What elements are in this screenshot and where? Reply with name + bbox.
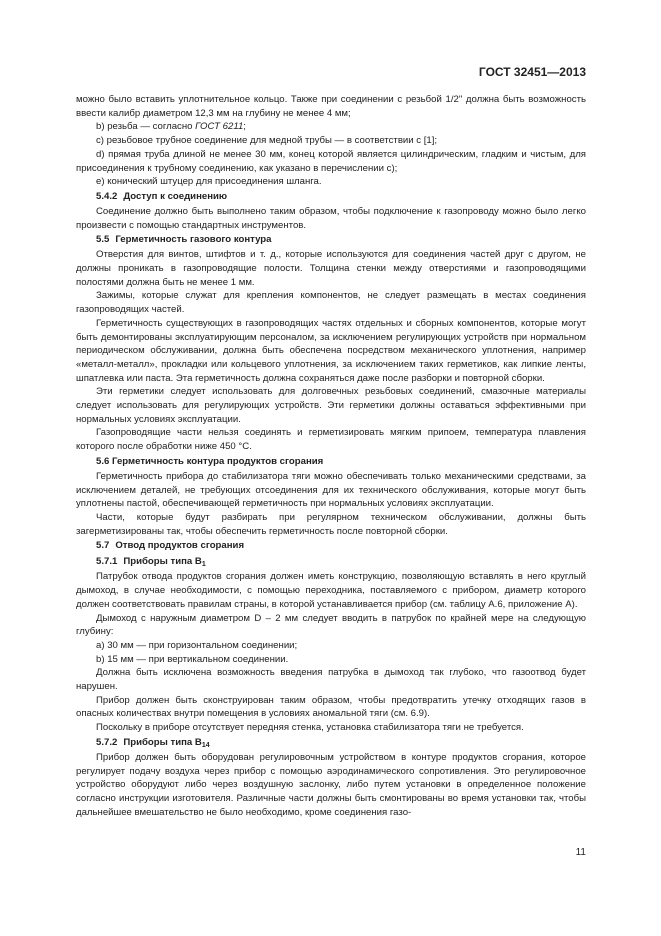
section-title: Отвод продуктов сгорания bbox=[115, 540, 245, 552]
list-item: c) резьбовое трубное соединение для медной трубы — в соответствии с [1]; bbox=[96, 135, 438, 147]
section-title: 5.6 Герметичность контура продуктов сгорания bbox=[96, 455, 324, 467]
section-title: Герметичность газового контура bbox=[115, 234, 272, 246]
list-item bbox=[76, 120, 586, 134]
paragraph: Зажимы, которые служат для крепления компонентов, не следует размещать в местах соединения газопроводящих частей. bbox=[76, 290, 586, 316]
paragraph: Эти герметики следует использовать для долговечных резьбовых соединений, смазочные материалы следует использовать для регулирующих устройств. Эти герметики должны оставаться эффективными при нормальных условиях эксплуатации. bbox=[76, 386, 586, 425]
paragraph: Герметичность существующих в газопроводящих частях отдельных и сборных компонентов, которые могут быть демонтированы эксплуатирующим персоналом, за исключением регулирующих устройств при нормальном периодическом обслуживании, должна быть обеспечена посредством механического уплотнения, например «металл-металл», прокладки или кольцевого уплотнения, за исключением таких герметиков, как липкие ленты, шпатлевка или паста. Эта герметичность должна сохраняться даже после разборки и повторной сборки. bbox=[76, 317, 586, 384]
section-number: 5.7.1 bbox=[96, 556, 118, 568]
standard-designation: ГОСТ 32451—2013 bbox=[478, 65, 586, 79]
section-title: Доступ к соединению bbox=[123, 190, 228, 202]
section-number: 5.5 bbox=[96, 234, 110, 246]
list-item: d) прямая труба длиной не менее 30 мм, конец которой является цилиндрическим, гладким и чистым, для присоединения к трубному соединению, как указано в перечислении c); bbox=[76, 148, 586, 174]
subsection-heading bbox=[76, 735, 586, 751]
section-number: 5.7 bbox=[96, 540, 110, 552]
paragraph: Герметичность прибора до стабилизатора тяги можно обеспечивать только механическими средствами, за исключением деталей, не требующих отсоединения для их технического обслуживания, которые могут быть уплотнены пастой, обеспечивающей герметичность при нормальных условиях эксплуатации. bbox=[76, 470, 586, 510]
paragraph: Должна быть исключена возможность введения патрубка в дымоход так глубоко, что газоотвод будет нарушен. bbox=[76, 667, 586, 693]
paragraph: Патрубок отвода продуктов сгорания должен иметь конструкцию, позволяющую вставлять в него круглый дымоход, в случае необходимости, с помощью переходника, поставляемого с прибором, диаметр которого должен соответствовать правилам страны, в которой устанавливается прибор (см. таблицу А.6, приложение А). bbox=[76, 571, 586, 610]
paragraph: можно было вставить уплотнительное кольцо. Также при соединении с резьбой 1/2" должна быть возможность ввести калибр диаметром 12,3 мм на глубину не менее 4 мм; bbox=[76, 94, 586, 119]
section-heading bbox=[76, 232, 586, 248]
paragraph: Дымоход с наружным диаметром D – 2 мм следует вводить в патрубок по крайней мере на следующую глубину: bbox=[76, 612, 586, 638]
section-heading bbox=[76, 538, 586, 554]
type-subscript: 14 bbox=[201, 741, 210, 749]
paragraph: Части, которые будут разбирать при регулярном техническом обслуживании, должны быть загерметизированы так, чтобы обеспечить герметичность после повторной сборки. bbox=[76, 511, 586, 537]
section-heading bbox=[76, 189, 586, 205]
section-title: Приборы типа B bbox=[123, 736, 202, 748]
list-item: e) конический штуцер для присоединения шланга. bbox=[96, 176, 322, 188]
section-heading bbox=[76, 454, 586, 470]
subsection-heading bbox=[76, 554, 586, 570]
section-number: 5.7.2 bbox=[96, 736, 118, 748]
paragraph: Прибор должен быть сконструирован таким образом, чтобы предотвратить утечку отходящих газов в опасных количествах внутри помещения в условиях аномальной тяги (см. 6.9). bbox=[76, 694, 586, 720]
paragraph: Газопроводящие части нельзя соединять и герметизировать мягким припоем, температура плавления которого после обработки ниже 450 °C. bbox=[76, 427, 586, 453]
page-number: 11 bbox=[575, 847, 586, 858]
standard-reference: ГОСТ 6211 bbox=[195, 121, 244, 133]
paragraph: Соединение должно быть выполнено таким образом, чтобы подключение к газопроводу можно было легко произвести с помощью стандартных инструментов. bbox=[76, 205, 586, 231]
paragraph: Прибор должен быть оборудован регулировочным устройством в контуре продуктов сгорания, которое регулирует подачу воздуха через прибор с помощью аэродинамического сопротивления. Это регулировочное устройство оборудуют либо через воздушную заслонку, либо путем установки в определенное положение согласно инструкции изготовителя. Различные части должны быть смонтированы во время установки так, чтобы дальнейшее вмешательство не было необходимо, кроме соединения газо- bbox=[76, 751, 586, 818]
document-body bbox=[76, 93, 586, 819]
section-number: 5.4.2 bbox=[96, 190, 118, 202]
list-item: b) 15 мм — при вертикальном соединении. bbox=[96, 653, 289, 665]
list-item-text: b) резьба — согласно bbox=[96, 121, 196, 133]
section-title: Приборы типа B bbox=[123, 556, 202, 568]
list-item: a) 30 мм — при горизонтальном соединении; bbox=[96, 639, 298, 651]
paragraph: Отверстия для винтов, штифтов и т. д., которые используются для соединения частей друг с другом, не должны проникать в газопроводящие полости. Толщина стенки между отверстиями и газопроводящими полостями должна быть не менее 1 мм. bbox=[76, 249, 586, 288]
paragraph: Поскольку в приборе отсутствует передняя стенка, установка стабилизатора тяги не требуется. bbox=[96, 722, 524, 734]
list-item-text: ; bbox=[243, 121, 246, 133]
type-subscript: 1 bbox=[201, 561, 206, 569]
